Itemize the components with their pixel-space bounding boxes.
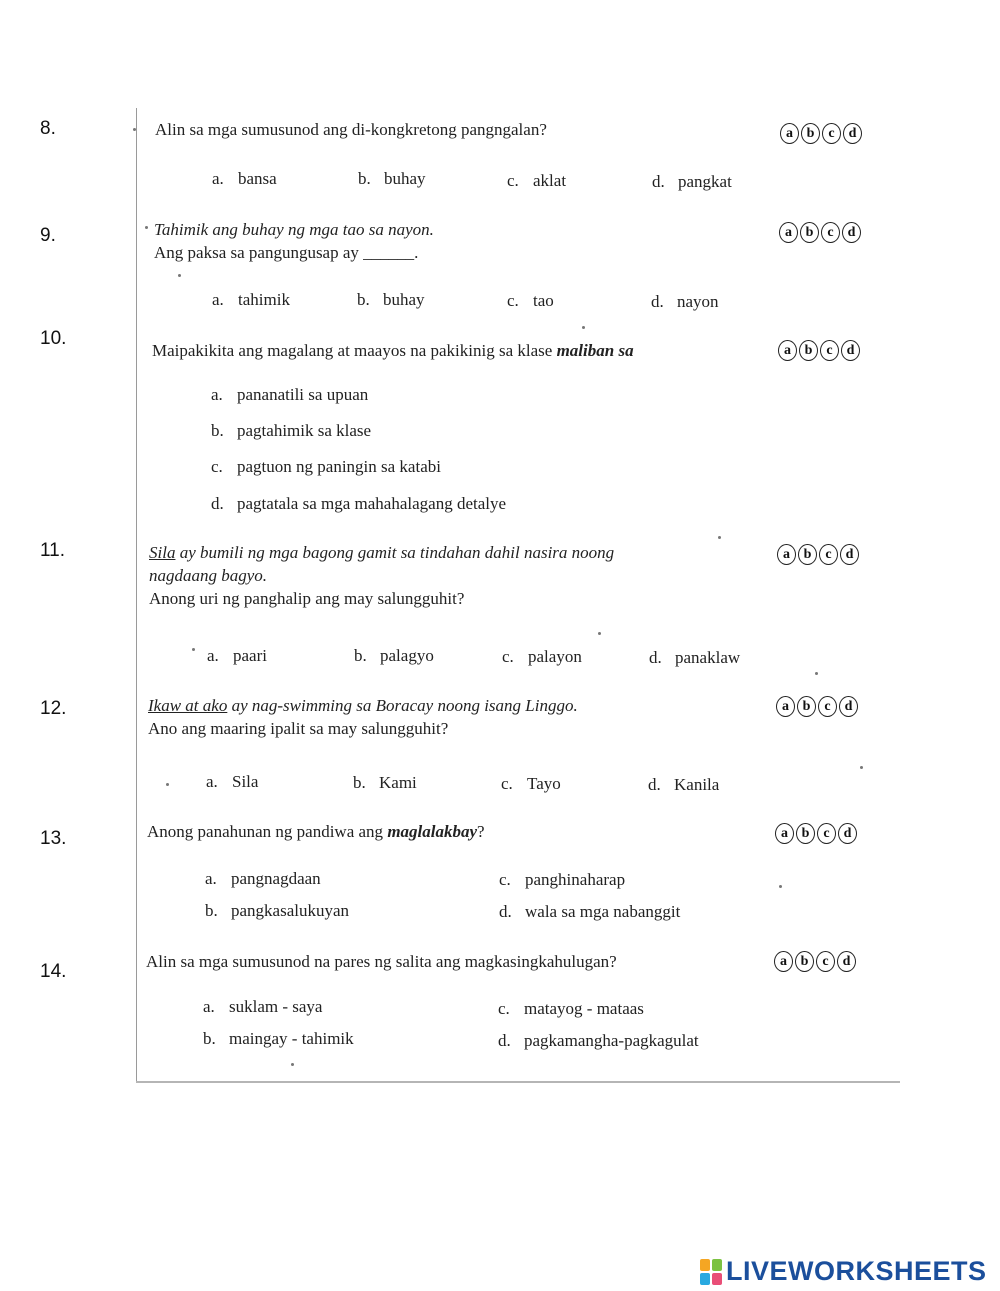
answer-bubble-c[interactable]: c — [820, 340, 839, 361]
option-text: bansa — [238, 169, 277, 188]
option-letter: a. — [212, 290, 224, 309]
option-letter: a. — [207, 646, 219, 665]
answer-bubble-a[interactable]: a — [777, 544, 796, 565]
option-text: buhay — [384, 169, 426, 188]
question-stem: Alin sa mga sumusunod na pares ng salita ang magkasingkahulugan? — [146, 952, 617, 971]
option-text: maingay - tahimik — [229, 1029, 354, 1048]
option-text: paari — [233, 646, 267, 665]
stem-text: Anong panahunan ng pandiwa ang — [147, 822, 388, 841]
answer-bubble-a[interactable]: a — [774, 951, 793, 972]
option-letter: a. — [212, 169, 224, 188]
answer-bubble-a[interactable]: a — [775, 823, 794, 844]
option-letter: c. — [501, 774, 513, 793]
answer-bubbles — [776, 696, 858, 717]
answer-bubble-c[interactable]: c — [822, 123, 841, 144]
answer-option — [205, 869, 321, 889]
answer-bubble-a[interactable]: a — [778, 340, 797, 361]
option-letter: d. — [648, 775, 661, 794]
answer-option — [648, 775, 719, 795]
answer-bubble-d[interactable]: d — [840, 544, 859, 565]
stem-underlined: Sila — [149, 543, 176, 562]
option-text: palagyo — [380, 646, 434, 665]
answer-option — [353, 773, 417, 793]
stem-sentence: Tahimik ang buhay ng mga tao sa nayon. — [154, 220, 434, 239]
answer-option — [499, 870, 625, 890]
question-number: 11. — [40, 540, 66, 561]
option-text: panghinaharap — [525, 870, 626, 889]
option-letter: b. — [211, 421, 224, 440]
answer-option — [357, 290, 425, 310]
answer-bubble-d[interactable]: d — [838, 823, 857, 844]
option-text: buhay — [383, 290, 425, 309]
answer-option — [507, 171, 566, 191]
answer-option — [358, 169, 426, 189]
answer-option — [651, 292, 719, 312]
answer-bubble-b[interactable]: b — [801, 123, 820, 144]
question-stem: Alin sa mga sumusunod ang di-kongkretong pangngalan? — [155, 120, 547, 139]
option-text: Kanila — [674, 775, 720, 794]
option-letter: b. — [205, 901, 218, 920]
answer-bubble-a[interactable]: a — [779, 222, 798, 243]
option-letter: b. — [357, 290, 370, 309]
answer-option — [507, 291, 554, 311]
answer-option — [206, 772, 258, 792]
answer-option — [212, 290, 290, 310]
option-letter: c. — [502, 647, 514, 666]
question-stem — [152, 339, 634, 362]
stem-sentence: ay bumili ng mga bagong gamit sa tindahan dahil nasira noong — [175, 543, 615, 562]
answer-option — [203, 997, 322, 1017]
scan-speck — [192, 648, 195, 651]
answer-bubble-a[interactable]: a — [776, 696, 795, 717]
answer-bubble-b[interactable]: b — [800, 222, 819, 243]
option-text: tao — [533, 291, 554, 310]
answer-option — [354, 646, 434, 666]
answer-option — [498, 1031, 699, 1051]
answer-bubbles — [775, 823, 857, 844]
answer-option — [499, 902, 680, 922]
option-letter: d. — [498, 1031, 511, 1050]
answer-bubbles — [774, 951, 856, 972]
option-text: pagtatala sa mga mahahalagang detalye — [237, 494, 507, 513]
answer-bubble-b[interactable]: b — [795, 951, 814, 972]
question-number: 14. — [40, 961, 67, 982]
scan-speck — [779, 885, 782, 888]
option-letter: a. — [206, 772, 218, 791]
answer-bubble-d[interactable]: d — [842, 222, 861, 243]
stem-prompt: Ang paksa sa pangungusap ay ______. — [154, 243, 419, 262]
option-letter: c. — [507, 291, 519, 310]
answer-option — [652, 172, 732, 192]
option-text: palayon — [528, 647, 582, 666]
scan-speck — [166, 783, 169, 786]
scan-frame-bottom — [136, 1081, 900, 1083]
scan-speck — [291, 1063, 294, 1066]
option-text: aklat — [533, 171, 567, 190]
scan-speck — [145, 226, 148, 229]
stem-sentence: ay nag-swimming sa Boracay noong isang Linggo. — [227, 696, 578, 715]
scan-speck — [178, 274, 181, 277]
scan-speck — [860, 766, 863, 769]
option-text: Sila — [232, 772, 259, 791]
answer-bubble-d[interactable]: d — [839, 696, 858, 717]
answer-option — [212, 169, 277, 189]
question-number: 12. — [40, 698, 67, 719]
answer-bubble-b[interactable]: b — [797, 696, 816, 717]
option-letter: d. — [211, 494, 224, 513]
option-letter: c. — [499, 870, 511, 889]
option-text: pagtahimik sa klase — [237, 421, 372, 440]
answer-bubble-c[interactable]: c — [816, 951, 835, 972]
answer-bubble-b[interactable]: b — [798, 544, 817, 565]
answer-bubble-b[interactable]: b — [799, 340, 818, 361]
question-number: 9. — [40, 225, 56, 246]
answer-option — [498, 999, 644, 1019]
answer-bubble-a[interactable]: a — [780, 123, 799, 144]
option-letter: c. — [498, 999, 510, 1018]
option-letter: b. — [358, 169, 371, 188]
liveworksheets-logo — [700, 1256, 987, 1287]
answer-option — [211, 494, 506, 514]
stem-underlined: Ikaw at ako — [148, 696, 228, 715]
answer-option — [205, 901, 349, 921]
option-letter: b. — [353, 773, 366, 792]
answer-option — [211, 385, 368, 405]
option-text: suklam - saya — [229, 997, 323, 1016]
option-text: Kami — [379, 773, 417, 792]
answer-bubble-c[interactable]: c — [819, 544, 838, 565]
brand-name: LIVEWORKSHEETS — [726, 1256, 987, 1286]
option-letter: d. — [499, 902, 512, 921]
option-letter: a. — [205, 869, 217, 888]
stem-sentence-cont: nagdaang bagyo. — [149, 566, 268, 585]
option-letter: d. — [652, 172, 665, 191]
question-stem — [149, 541, 759, 610]
option-text: pangkasalukuyan — [231, 901, 350, 920]
logo-icon — [700, 1259, 722, 1285]
answer-bubble-c[interactable]: c — [821, 222, 840, 243]
stem-emphasis: maliban sa — [556, 341, 634, 360]
option-letter: d. — [651, 292, 664, 311]
option-text: pangkat — [678, 172, 732, 191]
option-text: panaklaw — [675, 648, 741, 667]
stem-prompt: Ano ang maaring ipalit sa may salungguhit? — [148, 719, 449, 738]
stem-emphasis: maglalakbay — [387, 822, 478, 841]
option-letter: b. — [203, 1029, 216, 1048]
option-text: pananatili sa upuan — [237, 385, 369, 404]
answer-bubble-c[interactable]: c — [818, 696, 837, 717]
answer-bubble-d[interactable]: d — [837, 951, 856, 972]
option-text: pangnagdaan — [231, 869, 321, 888]
answer-option — [502, 647, 582, 667]
answer-option — [203, 1029, 354, 1049]
stem-end: ? — [477, 822, 485, 841]
scan-speck — [598, 632, 601, 635]
option-text: wala sa mga nabanggit — [525, 902, 681, 921]
option-letter: b. — [354, 646, 367, 665]
option-letter: a. — [211, 385, 223, 404]
question-stem — [147, 820, 485, 843]
option-letter: a. — [203, 997, 215, 1016]
option-text: nayon — [677, 292, 719, 311]
answer-bubbles — [778, 340, 860, 361]
option-letter: d. — [649, 648, 662, 667]
scan-speck — [815, 672, 818, 675]
option-text: pagkamangha-pagkagulat — [524, 1031, 699, 1050]
question-number: 13. — [40, 828, 67, 849]
answer-option — [211, 421, 371, 441]
answer-option — [649, 648, 740, 668]
option-text: tahimik — [238, 290, 290, 309]
answer-option — [207, 646, 267, 666]
question-stem — [154, 218, 434, 264]
answer-bubble-d[interactable]: d — [841, 340, 860, 361]
answer-bubbles — [780, 123, 862, 144]
option-text: pagtuon ng paningin sa katabi — [237, 457, 441, 476]
answer-bubble-c[interactable]: c — [817, 823, 836, 844]
answer-option — [501, 774, 561, 794]
scan-speck — [718, 536, 721, 539]
question-number: 10. — [40, 328, 67, 349]
option-letter: c. — [507, 171, 519, 190]
answer-bubbles — [777, 544, 859, 565]
stem-prompt: Anong uri ng panghalip ang may salungguhit? — [149, 589, 465, 608]
question-number: 8. — [40, 118, 56, 139]
answer-bubble-d[interactable]: d — [843, 123, 862, 144]
scan-speck — [582, 326, 585, 329]
scan-frame-left — [136, 108, 137, 1083]
answer-bubble-b[interactable]: b — [796, 823, 815, 844]
answer-bubbles — [779, 222, 861, 243]
option-text: Tayo — [527, 774, 561, 793]
answer-option — [211, 457, 441, 477]
option-letter: c. — [211, 457, 223, 476]
stem-text: Maipakikita ang magalang at maayos na pakikinig sa klase — [152, 341, 557, 360]
option-text: matayog - mataas — [524, 999, 644, 1018]
scan-speck — [133, 128, 136, 131]
question-stem — [148, 694, 768, 740]
